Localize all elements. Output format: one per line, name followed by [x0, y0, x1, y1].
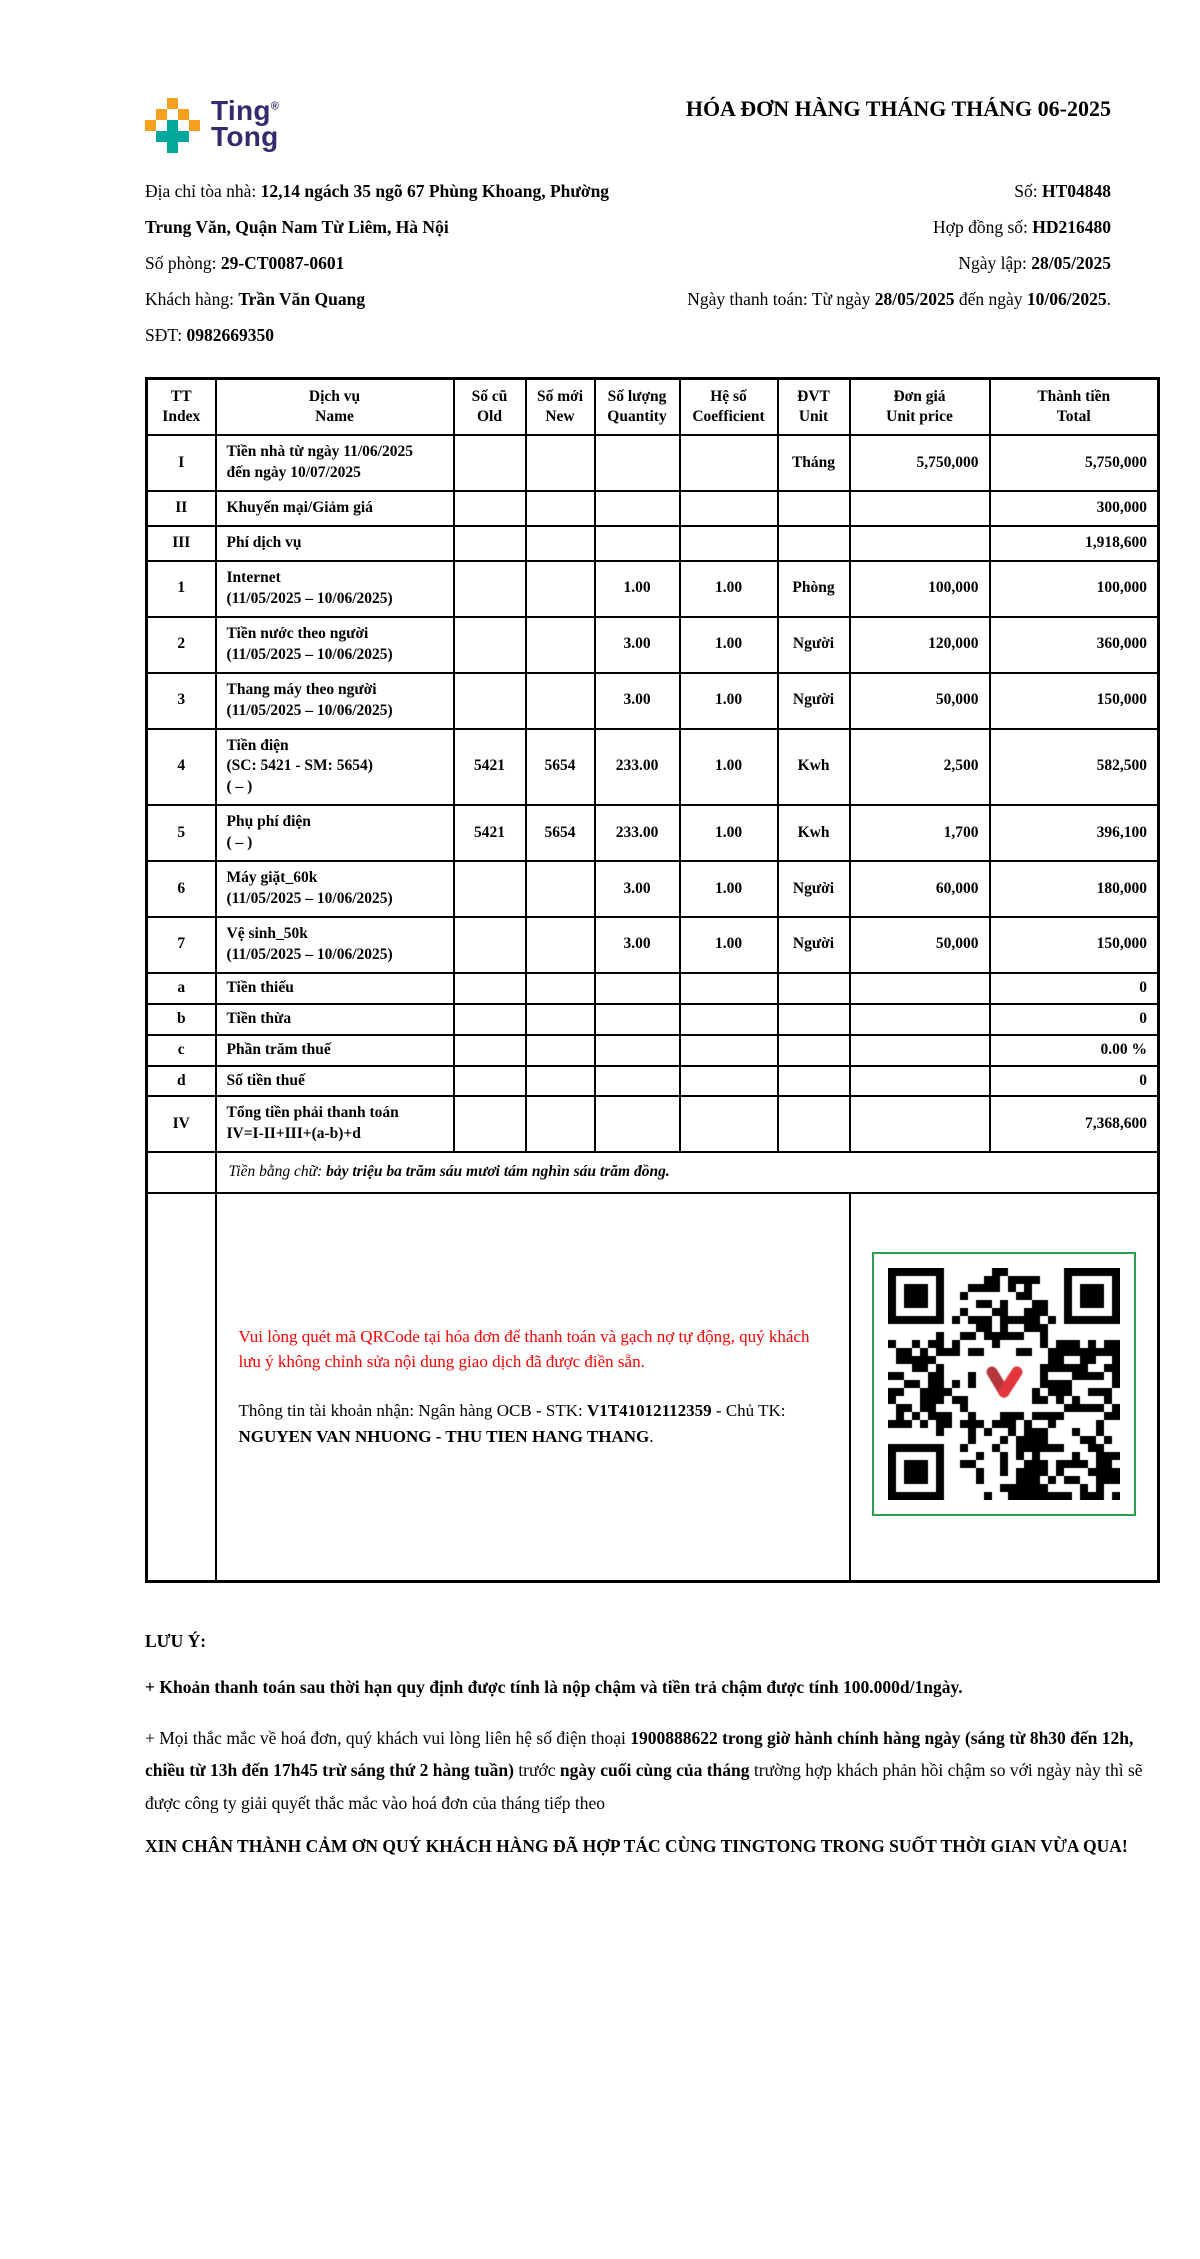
column-header-unit-price: Đơn giá Unit price: [850, 379, 990, 436]
cell-qty: [595, 1004, 680, 1035]
cell-old: [454, 491, 526, 526]
column-header-coefficient: Hệ số Coefficient: [680, 379, 778, 436]
cell-price: [850, 491, 990, 526]
cell-index: 4: [147, 729, 216, 806]
cell-unit: Kwh: [778, 729, 850, 806]
service-name-line: Vệ sinh_50k: [226, 924, 308, 942]
cell-price: 1,700: [850, 805, 990, 861]
cell-qty: [595, 435, 680, 491]
cell-price: 2,500: [850, 729, 990, 806]
cell-index: I: [147, 435, 216, 491]
notes-section: [145, 1631, 1155, 1860]
cell-index: d: [147, 1066, 216, 1097]
cell-name: [216, 973, 454, 1004]
service-name-line: Internet: [226, 568, 281, 586]
cell-old: [454, 973, 526, 1004]
service-name-line: ( – ): [226, 834, 253, 852]
cell-index: a: [147, 973, 216, 1004]
cell-name: [216, 805, 454, 861]
table-row: [147, 561, 1159, 617]
cell-unit: [778, 526, 850, 561]
cell-index: 5: [147, 805, 216, 861]
tingtong-logo-mark-icon: [145, 98, 200, 153]
invoice-number: Số: HT04848: [1014, 181, 1111, 201]
account-info: Thông tin tài khoản nhận: Ngân hàng OCB - STK: V1T41012112359 - Chủ TK: NGUYEN VAN NHUONG - THU TIEN HANG THANG.: [238, 1401, 786, 1446]
cell-total: 1,918,600: [990, 526, 1159, 561]
cell-total: 300,000: [990, 491, 1159, 526]
service-name-line: Thang máy theo người: [226, 680, 377, 698]
thank-you-message: XIN CHÂN THÀNH CẢM ƠN QUÝ KHÁCH HÀNG ĐÃ HỢP TÁC CÙNG TINGTONG TRONG SUỐT THỜI GIAN VỪA QUA!: [145, 1835, 1128, 1856]
table-header-row: [147, 379, 1159, 436]
table-row: [147, 1004, 1159, 1035]
cell-unit: [778, 491, 850, 526]
cell-new: [526, 673, 595, 729]
qr-row: [147, 1193, 1159, 1581]
table-row: [147, 617, 1159, 673]
amount-in-words-row: [147, 1152, 1159, 1193]
tingtong-logo: [145, 95, 280, 153]
cell-price: 5,750,000: [850, 435, 990, 491]
cell-price: [850, 1096, 990, 1152]
cell-coef: [680, 1035, 778, 1066]
cell-coef: 1.00: [680, 617, 778, 673]
cell-old: 5421: [454, 729, 526, 806]
table-row: [147, 1096, 1159, 1152]
cell-qty: 1.00: [595, 561, 680, 617]
table-row: [147, 435, 1159, 491]
cell-unit: Người: [778, 861, 850, 917]
service-name-line: ( – ): [226, 778, 253, 796]
issue-date: Ngày lập: 28/05/2025: [958, 253, 1111, 273]
cell-old: [454, 917, 526, 973]
cell-unit: [778, 1066, 850, 1097]
cell-index: IV: [147, 1096, 216, 1152]
cell-price: [850, 973, 990, 1004]
column-header-total: Thành tiền Total: [990, 379, 1159, 436]
cell-total: 100,000: [990, 561, 1159, 617]
table-row: [147, 673, 1159, 729]
cell-qty: [595, 1066, 680, 1097]
building-address-line2: Trung Văn, Quận Nam Từ Liêm, Hà Nội: [145, 217, 449, 237]
column-header-quantity: Số lượng Quantity: [595, 379, 680, 436]
column-header-name: Dịch vụ Name: [216, 379, 454, 436]
cell-qty: 3.00: [595, 673, 680, 729]
header: [145, 92, 1111, 153]
invoice-info: [145, 181, 1111, 346]
page-title: HÓA ĐƠN HÀNG THÁNG THÁNG 06-2025: [685, 96, 1111, 121]
service-name-line: Tiền nước theo người: [226, 624, 369, 642]
service-name-line: Phần trăm thuế: [226, 1040, 331, 1058]
cell-old: [454, 617, 526, 673]
table-row: [147, 491, 1159, 526]
cell-qty: 3.00: [595, 917, 680, 973]
cell-name: [216, 491, 454, 526]
cell-name: [216, 861, 454, 917]
cell-qty: [595, 526, 680, 561]
cell-old: [454, 526, 526, 561]
cell-index: 3: [147, 673, 216, 729]
cell-old: [454, 561, 526, 617]
table-row: [147, 861, 1159, 917]
cell-name: [216, 917, 454, 973]
cell-name: [216, 617, 454, 673]
cell-name: [216, 561, 454, 617]
service-name-line: IV=I-II+III+(a-b)+d: [226, 1125, 361, 1143]
cell-old: 5421: [454, 805, 526, 861]
cell-total: 150,000: [990, 673, 1159, 729]
cell-qty: 3.00: [595, 617, 680, 673]
cell-index: 7: [147, 917, 216, 973]
cell-old: [454, 1096, 526, 1152]
cell-total: 0: [990, 1066, 1159, 1097]
cell-old: [454, 1035, 526, 1066]
cell-price: 50,000: [850, 917, 990, 973]
tingtong-logo-text: [211, 95, 280, 152]
cell-price: [850, 1004, 990, 1035]
cell-name: [216, 435, 454, 491]
cell-total: 5,750,000: [990, 435, 1159, 491]
cell-coef: [680, 1096, 778, 1152]
cell-price: 50,000: [850, 673, 990, 729]
cell-unit: Tháng: [778, 435, 850, 491]
invoice-table-body: [147, 435, 1159, 1152]
cell-name: [216, 526, 454, 561]
cell-new: 5654: [526, 805, 595, 861]
notes-heading: LƯU Ý:: [145, 1630, 207, 1651]
cell-name: [216, 1035, 454, 1066]
cell-total: 0.00 %: [990, 1035, 1159, 1066]
cell-price: 60,000: [850, 861, 990, 917]
cell-new: [526, 1035, 595, 1066]
cell-qty: [595, 491, 680, 526]
cell-new: [526, 561, 595, 617]
column-header-new: Số mới New: [526, 379, 595, 436]
registered-mark: ®: [270, 100, 280, 113]
service-name-line: Tiền nhà từ ngày 11/06/2025: [226, 443, 413, 461]
cell-unit: [778, 1004, 850, 1035]
cell-total: 7,368,600: [990, 1096, 1159, 1152]
cell-index: III: [147, 526, 216, 561]
table-row: [147, 1066, 1159, 1097]
cell-qty: 3.00: [595, 861, 680, 917]
column-header-old: Số cũ Old: [454, 379, 526, 436]
cell-old: [454, 861, 526, 917]
customer-name: Khách hàng: Trần Văn Quang: [145, 289, 366, 309]
cell-old: [454, 1004, 526, 1035]
late-payment-note: + Khoản thanh toán sau thời hạn quy định được tính là nộp chậm và tiền trả chậm được tính 100.000d/1ngày.: [145, 1676, 963, 1697]
qr-code: [872, 1252, 1136, 1516]
qr-payment-notice: Vui lòng quét mã QRCode tại hóa đơn để thanh toán và gạch nợ tự động, quý khách lưu ý không chỉnh sửa nội dung giao dịch đã được điền sẵn.: [238, 1326, 810, 1371]
room-number: Số phòng: 29-CT0087-0601: [145, 253, 345, 273]
cell-total: 180,000: [990, 861, 1159, 917]
invoice-table: [145, 377, 1160, 1583]
service-name-line: Máy giặt_60k: [226, 869, 318, 887]
table-row: [147, 729, 1159, 806]
building-address-line1: Địa chỉ tòa nhà: 12,14 ngách 35 ngõ 67 Phùng Khoang, Phường: [145, 181, 610, 201]
cell-qty: [595, 1035, 680, 1066]
cell-name: [216, 729, 454, 806]
payment-period: Ngày thanh toán: Từ ngày 28/05/2025 đến ngày 10/06/2025.: [687, 289, 1111, 309]
cell-price: [850, 1066, 990, 1097]
service-name-line: đến ngày 10/07/2025: [226, 464, 361, 482]
hotline-note: + Mọi thắc mắc về hoá đơn, quý khách vui lòng liên hệ số điện thoại 1900888622 trong giờ hành chính hàng ngày (sáng từ 8h30 đến 12h, chiều từ 13h đến 17h45 trừ sáng thứ 2 hàng tuần) trước ngày cuối cùng của tháng trường hợp khách phản hồi chậm so với ngày này thì sẽ được công ty giải quyết thắc mắc vào hoá đơn của tháng tiếp theo: [145, 1727, 1143, 1813]
cell-price: [850, 526, 990, 561]
cell-new: [526, 617, 595, 673]
service-name-line: Tổng tiền phải thanh toán: [226, 1104, 399, 1122]
cell-unit: [778, 1035, 850, 1066]
cell-coef: [680, 1066, 778, 1097]
cell-coef: [680, 491, 778, 526]
table-row: [147, 917, 1159, 973]
service-name-line: (SC: 5421 - SM: 5654): [226, 757, 373, 775]
cell-new: [526, 1004, 595, 1035]
table-row: [147, 1035, 1159, 1066]
cell-new: [526, 917, 595, 973]
column-header-unit: ĐVT Unit: [778, 379, 850, 436]
cell-coef: 1.00: [680, 861, 778, 917]
service-name-line: Số tiền thuế: [226, 1071, 305, 1089]
cell-total: 396,100: [990, 805, 1159, 861]
cell-new: [526, 1096, 595, 1152]
cell-total: 150,000: [990, 917, 1159, 973]
cell-total: 360,000: [990, 617, 1159, 673]
table-row: [147, 973, 1159, 1004]
cell-price: 120,000: [850, 617, 990, 673]
cell-index: b: [147, 1004, 216, 1035]
cell-total: 0: [990, 1004, 1159, 1035]
cell-index: 2: [147, 617, 216, 673]
service-name-line: Tiền thiếu: [226, 978, 294, 996]
table-row: [147, 805, 1159, 861]
cell-coef: 1.00: [680, 917, 778, 973]
cell-new: [526, 435, 595, 491]
cell-qty: 233.00: [595, 805, 680, 861]
cell-qty: [595, 973, 680, 1004]
cell-coef: [680, 526, 778, 561]
qr-canvas: [888, 1268, 1120, 1500]
cell-name: [216, 1066, 454, 1097]
cell-price: 100,000: [850, 561, 990, 617]
service-name-line: (11/05/2025 – 10/06/2025): [226, 645, 393, 663]
logo-word-tong: Tong: [211, 120, 279, 152]
cell-coef: 1.00: [680, 729, 778, 806]
cell-old: [454, 673, 526, 729]
cell-name: [216, 673, 454, 729]
table-row: [147, 526, 1159, 561]
cell-index: 1: [147, 561, 216, 617]
service-name-line: (11/05/2025 – 10/06/2025): [226, 589, 393, 607]
contract-number: Hợp đồng số: HD216480: [933, 217, 1111, 237]
cell-new: [526, 1066, 595, 1097]
logo-word-ting: Ting: [211, 95, 271, 126]
cell-new: [526, 861, 595, 917]
cell-new: [526, 973, 595, 1004]
cell-total: 0: [990, 973, 1159, 1004]
cell-unit: [778, 1096, 850, 1152]
customer-phone: SĐT: 0982669350: [145, 325, 274, 345]
service-name-line: Phí dịch vụ: [226, 534, 302, 552]
service-name-line: Tiền điện: [226, 736, 289, 754]
service-name-line: (11/05/2025 – 10/06/2025): [226, 945, 393, 963]
cell-qty: 233.00: [595, 729, 680, 806]
service-name-line: Tiền thừa: [226, 1009, 292, 1027]
cell-coef: 1.00: [680, 561, 778, 617]
cell-unit: [778, 973, 850, 1004]
column-header-index: TT Index: [147, 379, 216, 436]
cell-unit: Phòng: [778, 561, 850, 617]
cell-coef: 1.00: [680, 673, 778, 729]
cell-unit: Kwh: [778, 805, 850, 861]
cell-unit: Người: [778, 917, 850, 973]
cell-coef: [680, 1004, 778, 1035]
cell-unit: Người: [778, 617, 850, 673]
cell-unit: Người: [778, 673, 850, 729]
cell-old: [454, 435, 526, 491]
amount-in-words: Tiền bằng chữ: bảy triệu ba trăm sáu mươi tám nghìn sáu trăm đồng.: [216, 1152, 1159, 1193]
service-name-line: Khuyến mại/Giảm giá: [226, 499, 373, 517]
cell-qty: [595, 1096, 680, 1152]
cell-old: [454, 1066, 526, 1097]
cell-new: [526, 491, 595, 526]
cell-new: [526, 526, 595, 561]
cell-coef: [680, 435, 778, 491]
cell-price: [850, 1035, 990, 1066]
cell-name: [216, 1004, 454, 1035]
cell-total: 582,500: [990, 729, 1159, 806]
cell-index: II: [147, 491, 216, 526]
cell-index: 6: [147, 861, 216, 917]
service-name-line: (11/05/2025 – 10/06/2025): [226, 701, 393, 719]
service-name-line: Phụ phí điện: [226, 813, 311, 831]
cell-new: 5654: [526, 729, 595, 806]
cell-coef: 1.00: [680, 805, 778, 861]
cell-index: c: [147, 1035, 216, 1066]
cell-coef: [680, 973, 778, 1004]
service-name-line: (11/05/2025 – 10/06/2025): [226, 890, 393, 908]
cell-name: [216, 1096, 454, 1152]
